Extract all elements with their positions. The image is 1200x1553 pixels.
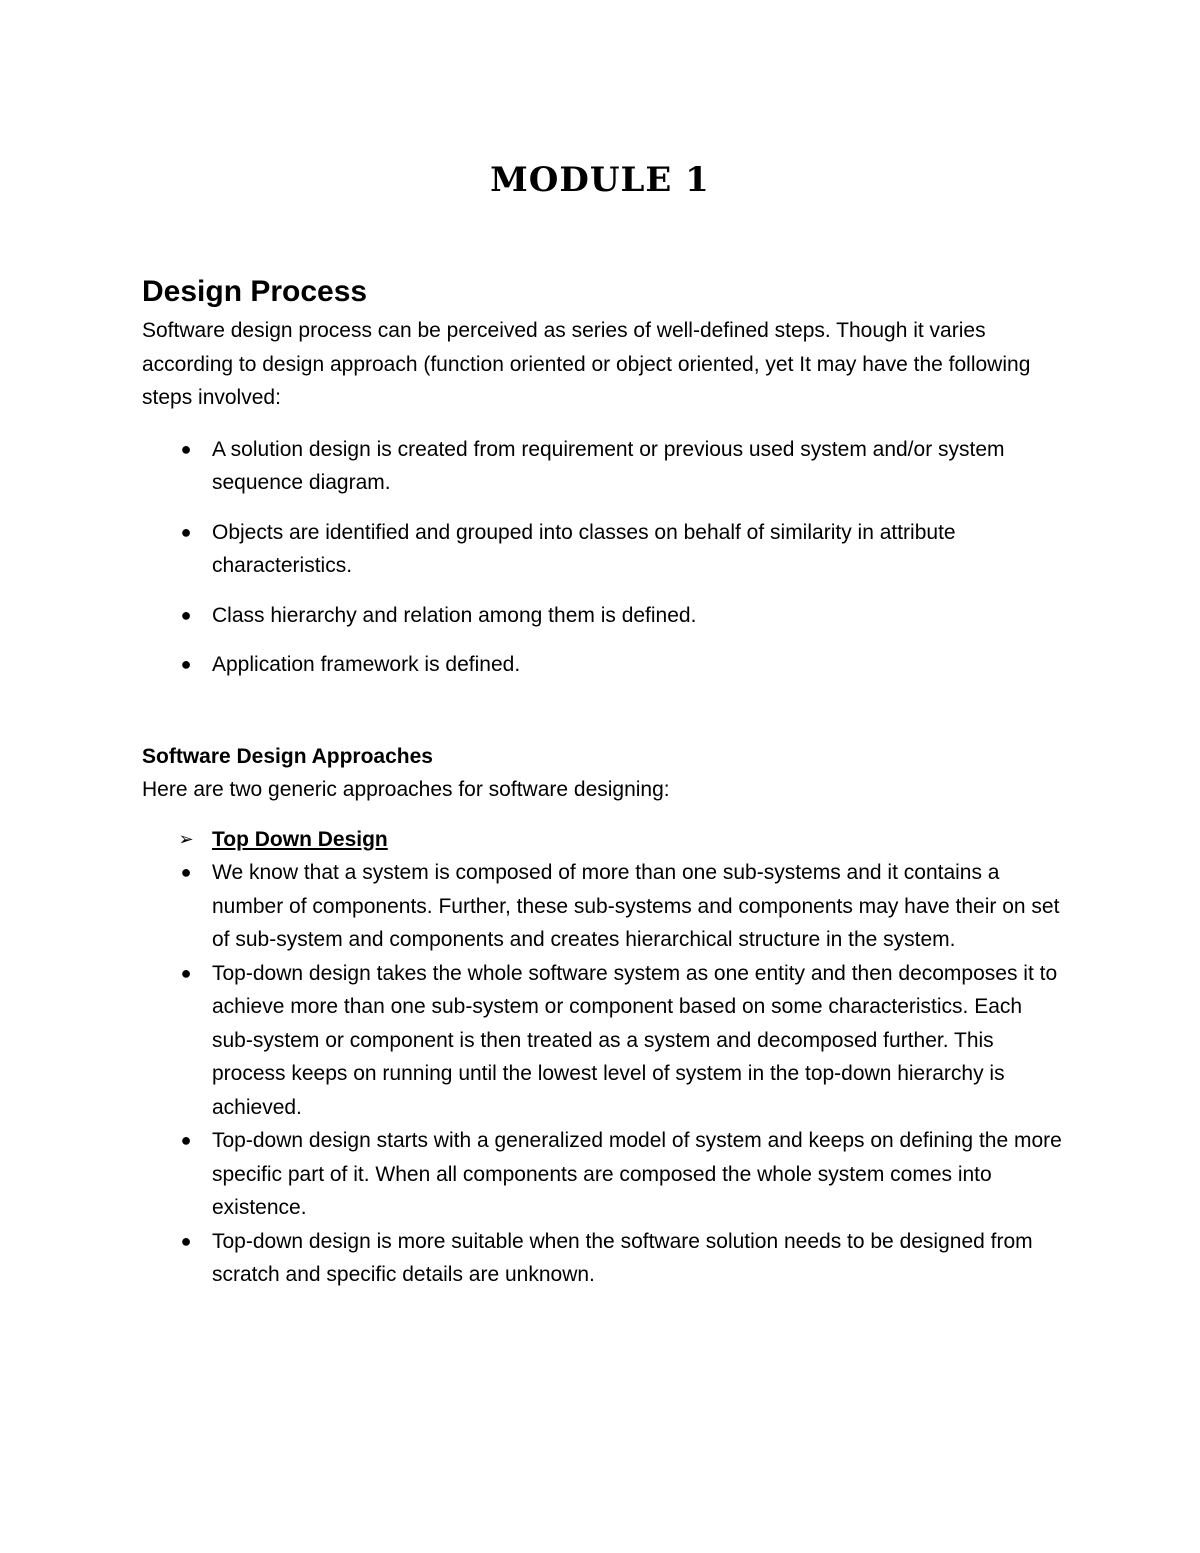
list-item: [142, 1124, 1062, 1225]
module-title: MODULE 1: [490, 160, 710, 200]
bullet-icon: ●: [180, 962, 192, 983]
list-item: [142, 433, 1062, 500]
list-item: [142, 516, 1062, 583]
bullet-icon: ●: [180, 654, 192, 674]
top-down-design-label: Top Down Design: [212, 827, 388, 851]
bullet-icon: ●: [180, 1130, 192, 1150]
top-down-point-text: Top-down design is more suitable when the software solution needs to be designed from scratch and specific details are unknown.: [212, 1229, 1033, 1286]
approaches-heading: Software Design Approaches: [142, 744, 433, 768]
top-down-point-text: Top-down design starts with a generalized model of system and keeps on defining the more specific part of it. When all components are composed the whole system comes into existence.: [212, 1129, 1062, 1219]
list-item: [142, 1225, 1062, 1292]
design-step-text: Objects are identified and grouped into classes on behalf of similarity in attribute characteristics.: [212, 520, 956, 577]
list-item: [142, 856, 1062, 957]
bullet-icon: ●: [180, 521, 192, 542]
design-process-heading: Design Process: [142, 275, 368, 308]
bullet-icon: ●: [180, 862, 192, 882]
bullet-icon: ●: [180, 438, 192, 459]
bullet-icon: ●: [180, 1230, 192, 1251]
top-down-point-text: We know that a system is composed of more than one sub-systems and it contains a number of components. Further, these sub-systems and components may have their on set of sub-system and components and creates hierarchical structure in the system.: [212, 861, 1060, 951]
top-down-point-text: Top-down design takes the whole software system as one entity and then decomposes it to achieve more than one sub-system or component based on some characteristics. Each sub-system or component is then treated as a system and decomposed further. This process keeps on running until the lowest level of system in the top-down hierarchy is achieved.: [212, 961, 1058, 1119]
design-step-text: Application framework is defined.: [212, 653, 521, 676]
design-step-text: Class hierarchy and relation among them is defined.: [212, 603, 697, 627]
document-body: [142, 270, 1062, 1292]
design-steps-list: [142, 433, 1062, 682]
list-item: [142, 599, 1062, 633]
list-item: [142, 648, 1062, 682]
list-item: [142, 823, 1062, 857]
list-item: [142, 957, 1062, 1125]
top-down-list: [142, 823, 1062, 1292]
arrow-bullet-icon: ➢: [178, 828, 194, 849]
design-step-text: A solution design is created from requirement or previous used system and/or system sequence diagram.: [212, 437, 1005, 494]
bullet-icon: ●: [180, 604, 192, 625]
approaches-intro: Here are two generic approaches for software designing:: [142, 778, 670, 801]
design-process-intro: Software design process can be perceived as series of well-defined steps. Though it varies according to design approach (function oriented or object oriented, yet It may have the following steps involved:: [142, 319, 1031, 409]
